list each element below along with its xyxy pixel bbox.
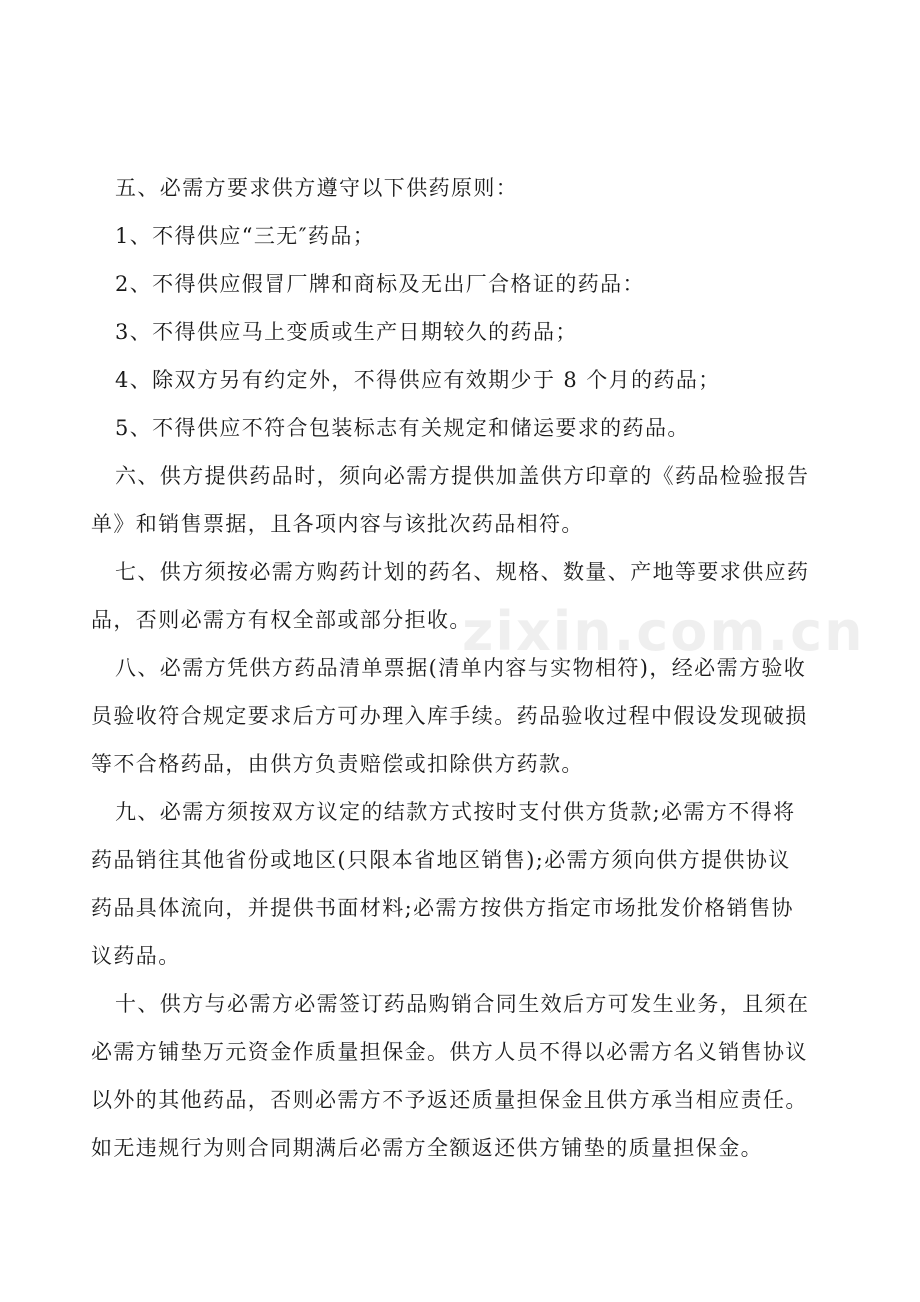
text-line: 2、不得供应假冒厂牌和商标及无出厂合格证的药品： xyxy=(115,272,645,296)
text-line: 五、必需方要求供方遵守以下供药原则： xyxy=(115,176,519,200)
text-line: 1、不得供应“三无″药品； xyxy=(115,224,376,248)
text-line: 单》和销售票据，且各项内容与该批次药品相符。 xyxy=(91,512,584,536)
text-line: 药品销往其他省份或地区(只限本省地区销售);必需方须向供方提供协议 xyxy=(91,848,791,872)
text-line: 如无违规行为则合同期满后必需方全额返还供方铺垫的质量担保金。 xyxy=(91,1136,763,1160)
text-line: 以外的其他药品，否则必需方不予返还质量担保金且供方承当相应责任。 xyxy=(91,1088,808,1112)
paragraph-item-4 xyxy=(91,356,835,404)
text-line: 八、必需方凭供方药品清单票据(清单内容与实物相符)，经必需方验收 xyxy=(115,656,807,680)
text-line: 3、不得供应马上变质或生产日期较久的药品； xyxy=(115,320,578,344)
text-line: 六、供方提供药品时，须向必需方提供加盖供方印章的《药品检验报告 xyxy=(115,464,810,488)
paragraph-item-5 xyxy=(91,404,835,452)
text-line: 5、不得供应不符合包装标志有关规定和储运要求的药品。 xyxy=(115,416,690,440)
document-body xyxy=(91,164,835,1172)
watermark: zixin.com.cn xyxy=(462,600,865,663)
text-line: 员验收符合规定要求后方可办理入库手续。药品验收过程中假设发现破损 xyxy=(91,704,808,728)
text-line: 4、除双方另有约定外，不得供应有效期少于 8 个月的药品； xyxy=(115,368,721,392)
paragraph-item-3 xyxy=(91,308,835,356)
text-line: 品，否则必需方有权全部或部分拒收。 xyxy=(91,608,472,632)
text-line: 必需方铺垫万元资金作质量担保金。供方人员不得以必需方名义销售协议 xyxy=(91,1040,808,1064)
paragraph-clause-8 xyxy=(91,644,835,788)
paragraph-clause-9 xyxy=(91,788,835,980)
paragraph-clause-5 xyxy=(91,164,835,212)
text-line: 七、供方须按必需方购药计划的药名、规格、数量、产地等要求供应药 xyxy=(115,560,810,584)
paragraph-item-1 xyxy=(91,212,835,260)
text-line: 九、必需方须按双方议定的结款方式按时支付供方货款;必需方不得将 xyxy=(115,800,796,824)
text-line: 十、供方与必需方必需签订药品购销合同生效后方可发生业务，且须在 xyxy=(115,992,810,1016)
paragraph-clause-6 xyxy=(91,452,835,548)
text-line: 议药品。 xyxy=(91,944,181,968)
paragraph-item-2 xyxy=(91,260,835,308)
text-line: 等不合格药品，由供方负责赔偿或扣除供方药款。 xyxy=(91,752,584,776)
text-line: 药品具体流向，并提供书面材料;必需方按供方指定市场批发价格销售协 xyxy=(91,896,794,920)
paragraph-clause-10 xyxy=(91,980,835,1172)
paragraph-clause-7 xyxy=(91,548,835,644)
